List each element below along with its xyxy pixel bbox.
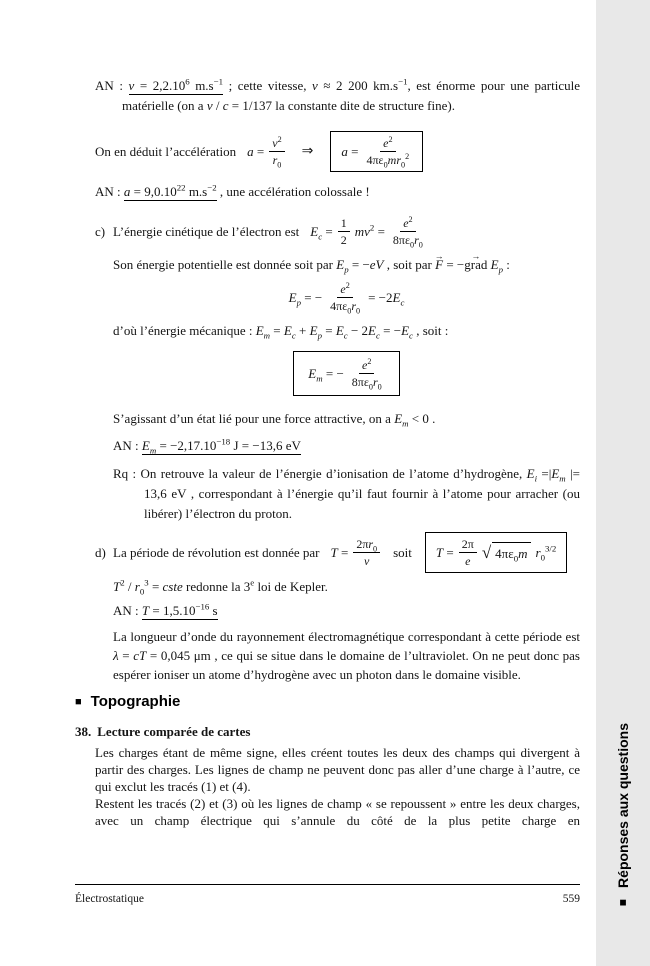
denominator: $8\pi\varepsilon_0r_0$ xyxy=(351,375,382,392)
denominator: $4\pi\varepsilon_0mr_0^2$ xyxy=(366,152,410,170)
numerator: $e^2$ xyxy=(337,282,352,298)
denominator: e xyxy=(465,554,471,568)
radical-sign: √ xyxy=(481,543,492,562)
denominator: v xyxy=(364,554,370,568)
kinetic-energy-lhs: $E_c$ = xyxy=(310,223,333,242)
equation-lhs: $E_p$ = − xyxy=(288,289,323,308)
fraction-v2-over-r0 xyxy=(269,135,284,170)
fraction-e2-over-8pie0r0 xyxy=(390,215,426,250)
numerator: $e^2$ xyxy=(359,358,374,374)
kepler-line: $T^2 / r_0^3$ = cste redonne la 3e loi de Kepler. xyxy=(113,577,328,597)
fraction-e2-over-4pie0mr0sq xyxy=(363,135,412,170)
period-boxed-formula xyxy=(425,532,567,573)
fraction-e2-over-8pie0r0 xyxy=(349,357,385,392)
square-bullet-icon: ■ xyxy=(616,896,630,910)
acceleration-boxed-formula xyxy=(330,131,423,172)
denominator: 2 xyxy=(340,233,347,247)
an-mechanical-energy-line: AN : $E_m = -2,17.10^{-18}$ J = −13,6 eV xyxy=(113,436,301,456)
numerator: $v^2$ xyxy=(269,136,284,152)
footer-page-number: 559 xyxy=(562,893,580,905)
item-label-d: d) xyxy=(95,544,106,560)
acceleration-lhs: a = xyxy=(247,143,265,159)
acceleration-intro: On en déduit l’accélération xyxy=(95,143,237,159)
numerator: $e^2$ xyxy=(400,216,415,232)
question-38-paragraph-1: Les charges étant de même signe, elles créent toutes les deux des champs qui divergent à partir des charges. Les lignes de champ ne peuvent donc pas aller d’une charge à l’autre, ce qui exclut les tracés (1) et (4). xyxy=(95,745,580,794)
footer-book-title: Électrostatique xyxy=(75,893,144,905)
implies-arrow: ⇒ xyxy=(301,143,314,159)
fraction-2pi-over-e xyxy=(459,537,477,568)
an-acceleration-line: AN : $a = 9,0.10^{22}$ $m.s^{-2}$ , une accélération colossale ! xyxy=(95,182,370,199)
potential-energy-paragraph: Son énergie potentielle est donnée soit par $E_p = -eV$ , soit par F → = −grad → $E_p$ : xyxy=(113,253,580,276)
equation-rhs: = $-2E_c$ xyxy=(368,289,405,308)
denominator: $8\pi\varepsilon_0r_0$ xyxy=(392,233,423,250)
an-period-line: AN : $T = 1,5.10^{-16}$ s xyxy=(113,601,218,618)
wavelength-paragraph: La longueur d’onde du rayonnement électromagnétique correspondant à cette période est λ = cT = 0,045 μm , ce qui se situe dans le domaine de l’ultraviolet. On ne peut donc pas espérer ioniser un atome d’hydrogène avec un photon dans le domaine visible. xyxy=(113,629,580,682)
period-intro: La période de révolution est donnée par xyxy=(113,544,320,560)
answers-sidebar xyxy=(596,0,650,966)
section-title: Topographie xyxy=(90,693,181,710)
acceleration-line xyxy=(95,131,580,172)
mechanical-energy-paragraph: d’où l’énergie mécanique : $E_m = E_c + E_p = E_c - 2E_c = -E_c$ , soit : xyxy=(113,323,449,341)
period-lhs-boxed: T = xyxy=(435,544,454,560)
remark-paragraph: Rq : On retrouve la valeur de l’énergie d’ionisation de l’atome d’hydrogène, $E_i =|E_m$ |= 13,6 eV , correspondant à l’énergie qu’il faut fournir à l’atome pour arracher (ou libérer) l’électron du proton. xyxy=(113,466,580,521)
bound-state-line: S’agissant d’un état lié pour une force attractive, on a $E_m < 0$ . xyxy=(113,411,436,429)
acceleration-lhs-boxed: a = xyxy=(341,143,359,159)
topography-section-header xyxy=(75,692,580,712)
question-38-heading xyxy=(75,722,580,742)
denominator: $r_0$ xyxy=(272,153,282,170)
denominator: $4\pi\varepsilon_0r_0$ xyxy=(330,299,361,316)
numerator: 2π xyxy=(459,537,477,553)
mechanical-energy-box-row xyxy=(113,351,580,396)
item-c-line xyxy=(95,215,580,250)
fraction-e2-over-4pie0r0 xyxy=(327,281,363,316)
numerator: $e^2$ xyxy=(380,136,395,152)
section-square-icon: ■ xyxy=(75,695,82,708)
kinetic-energy-intro: L’énergie cinétique de l’électron est xyxy=(113,223,300,239)
mechanical-energy-boxed-formula xyxy=(293,351,399,396)
radicand: $4\pi\varepsilon_0m$ xyxy=(492,542,530,564)
potential-energy-equation xyxy=(113,281,580,316)
soit-text: soit xyxy=(393,544,412,560)
item-label-c: c) xyxy=(95,223,106,239)
sidebar-vertical-label xyxy=(613,723,633,910)
numerator: 1 xyxy=(338,216,350,232)
fraction-one-half xyxy=(338,216,350,247)
kinetic-energy-mid: $mv^2$ = xyxy=(354,222,385,239)
sidebar-label-text: Réponses aux questions xyxy=(615,723,631,888)
page-footer xyxy=(75,884,580,909)
question-number: 38. xyxy=(75,724,92,739)
fraction-2pir0-over-v xyxy=(353,537,380,568)
equation-lhs: $E_m$ = − xyxy=(308,365,344,384)
r0-exponent-term: $r_0^{3/2}$ xyxy=(535,543,557,563)
period-lhs: T = xyxy=(330,544,349,560)
numerator: $2\pi r_0$ xyxy=(353,537,380,553)
an-velocity-paragraph: AN : $v = 2,2.10^6$ $m.s^{-1}$ ; cette vitesse, v ≈ 2 200 $km.s^{-1}$, est énorme pour une particule matérielle (on a v / c = 1/137 la constante dite de structure fine). xyxy=(95,76,581,113)
item-d-line xyxy=(95,532,580,573)
question-38-paragraph-2: Restent les tracés (2) et (3) où les lignes de champ « se repoussent » entre les deux charges, avec un champ électrique qui s’annule du côté de la plus petite charge en xyxy=(95,796,580,828)
question-title: Lecture comparée de cartes xyxy=(97,724,251,739)
